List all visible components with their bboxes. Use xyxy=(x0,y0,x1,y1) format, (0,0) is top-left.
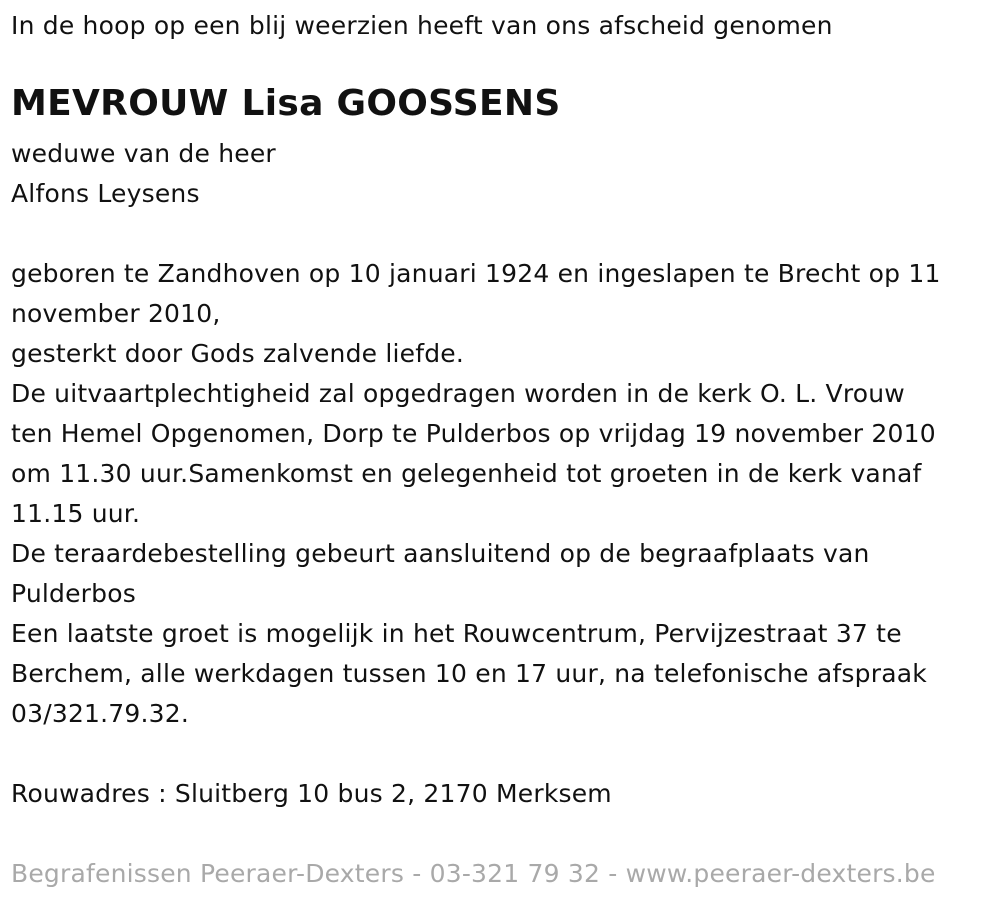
intro-line: In de hoop op een blij weerzien heeft van ons afscheid genomen xyxy=(11,11,833,40)
body-line: 03/321.79.32. xyxy=(11,699,190,728)
deceased-name: MEVROUW Lisa GOOSSENS xyxy=(11,83,561,124)
body-line: De uitvaartplechtigheid zal opgedragen worden in de kerk O. L. Vrouw xyxy=(11,379,905,408)
spouse-line-2: Alfons Leysens xyxy=(11,179,200,208)
body-line: om 11.30 uur.Samenkomst en gelegenheid tot groeten in de kerk vanaf xyxy=(11,459,922,488)
body-line: geboren te Zandhoven op 10 januari 1924 en ingeslapen te Brecht op 11 xyxy=(11,259,941,288)
body-line: ten Hemel Opgenomen, Dorp te Pulderbos op vrijdag 19 november 2010 xyxy=(11,419,936,448)
spouse-line-1: weduwe van de heer xyxy=(11,139,276,168)
mourning-address: Rouwadres : Sluitberg 10 bus 2, 2170 Merksem xyxy=(11,779,612,808)
spouse-info xyxy=(11,134,276,214)
body-line: gesterkt door Gods zalvende liefde. xyxy=(11,339,465,368)
body-line: Pulderbos xyxy=(11,579,136,608)
body-line: 11.15 uur. xyxy=(11,499,141,528)
body-line: De teraardebestelling gebeurt aansluitend op de begraafplaats van xyxy=(11,539,870,568)
body-line: Berchem, alle werkdagen tussen 10 en 17 uur, na telefonische afspraak xyxy=(11,659,927,688)
body-line: november 2010, xyxy=(11,299,221,328)
obituary-body xyxy=(11,254,986,734)
body-line: Een laatste groet is mogelijk in het Rouwcentrum, Pervijzestraat 37 te xyxy=(11,619,902,648)
funeral-home-footer: Begrafenissen Peeraer-Dexters - 03-321 79 32 - www.peeraer-dexters.be xyxy=(11,859,936,888)
